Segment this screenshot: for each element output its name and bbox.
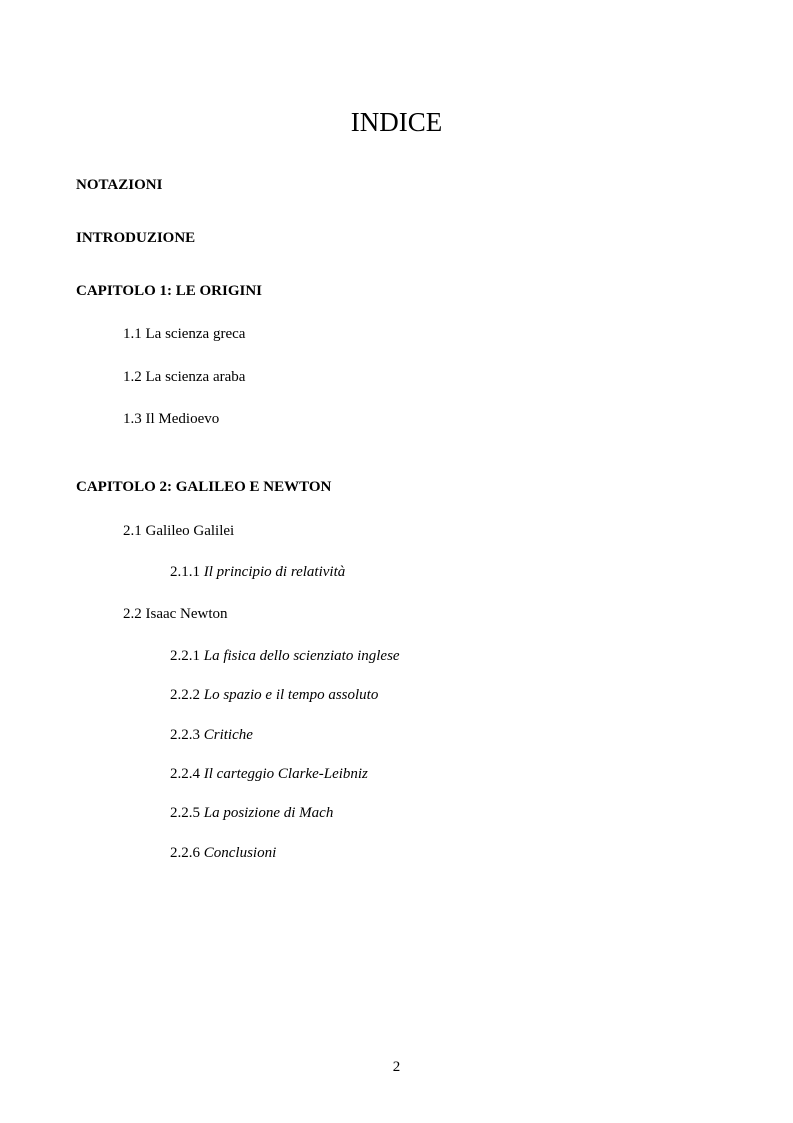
subsection-number: 2.2.3 bbox=[170, 727, 200, 743]
toc-subsection-2-1-1 bbox=[170, 563, 345, 581]
toc-subsection-2-2-3 bbox=[170, 726, 253, 744]
toc-section-1-3: 1.3 Il Medioevo bbox=[123, 411, 220, 427]
toc-entry-introduzione: INTRODUZIONE bbox=[76, 230, 196, 246]
subsection-number: 2.1.1 bbox=[170, 564, 200, 580]
toc-subsection-2-2-4 bbox=[170, 765, 368, 783]
toc-subsection-2-2-1 bbox=[170, 647, 400, 665]
subsection-title: La posizione di Mach bbox=[203, 805, 334, 821]
subsection-number: 2.2.1 bbox=[170, 648, 200, 664]
subsection-title: Critiche bbox=[203, 727, 253, 743]
toc-section-2-2: 2.2 Isaac Newton bbox=[123, 606, 228, 622]
toc-subsection-2-2-6 bbox=[170, 844, 276, 862]
subsection-title: Lo spazio e il tempo assoluto bbox=[203, 687, 379, 703]
subsection-number: 2.2.6 bbox=[170, 845, 200, 861]
toc-chapter-2: CAPITOLO 2: GALILEO E NEWTON bbox=[76, 479, 332, 495]
subsection-number: 2.2.4 bbox=[170, 766, 200, 782]
subsection-title: La fisica dello scienziato inglese bbox=[203, 648, 400, 664]
page-number: 2 bbox=[392, 1059, 401, 1075]
toc-section-1-1: 1.1 La scienza greca bbox=[123, 326, 246, 342]
subsection-number: 2.2.2 bbox=[170, 687, 200, 703]
page-title: INDICE bbox=[350, 107, 443, 137]
subsection-number: 2.2.5 bbox=[170, 805, 200, 821]
subsection-title: Conclusioni bbox=[203, 845, 277, 861]
toc-chapter-1: CAPITOLO 1: LE ORIGINI bbox=[76, 283, 263, 299]
subsection-title: Il principio di relatività bbox=[203, 564, 346, 580]
toc-subsection-2-2-2 bbox=[170, 686, 378, 704]
subsection-title: Il carteggio Clarke-Leibniz bbox=[203, 766, 368, 782]
toc-subsection-2-2-5 bbox=[170, 804, 333, 822]
toc-section-1-2: 1.2 La scienza araba bbox=[123, 369, 246, 385]
toc-section-2-1: 2.1 Galileo Galilei bbox=[123, 523, 235, 539]
toc-entry-notazioni: NOTAZIONI bbox=[76, 177, 163, 193]
